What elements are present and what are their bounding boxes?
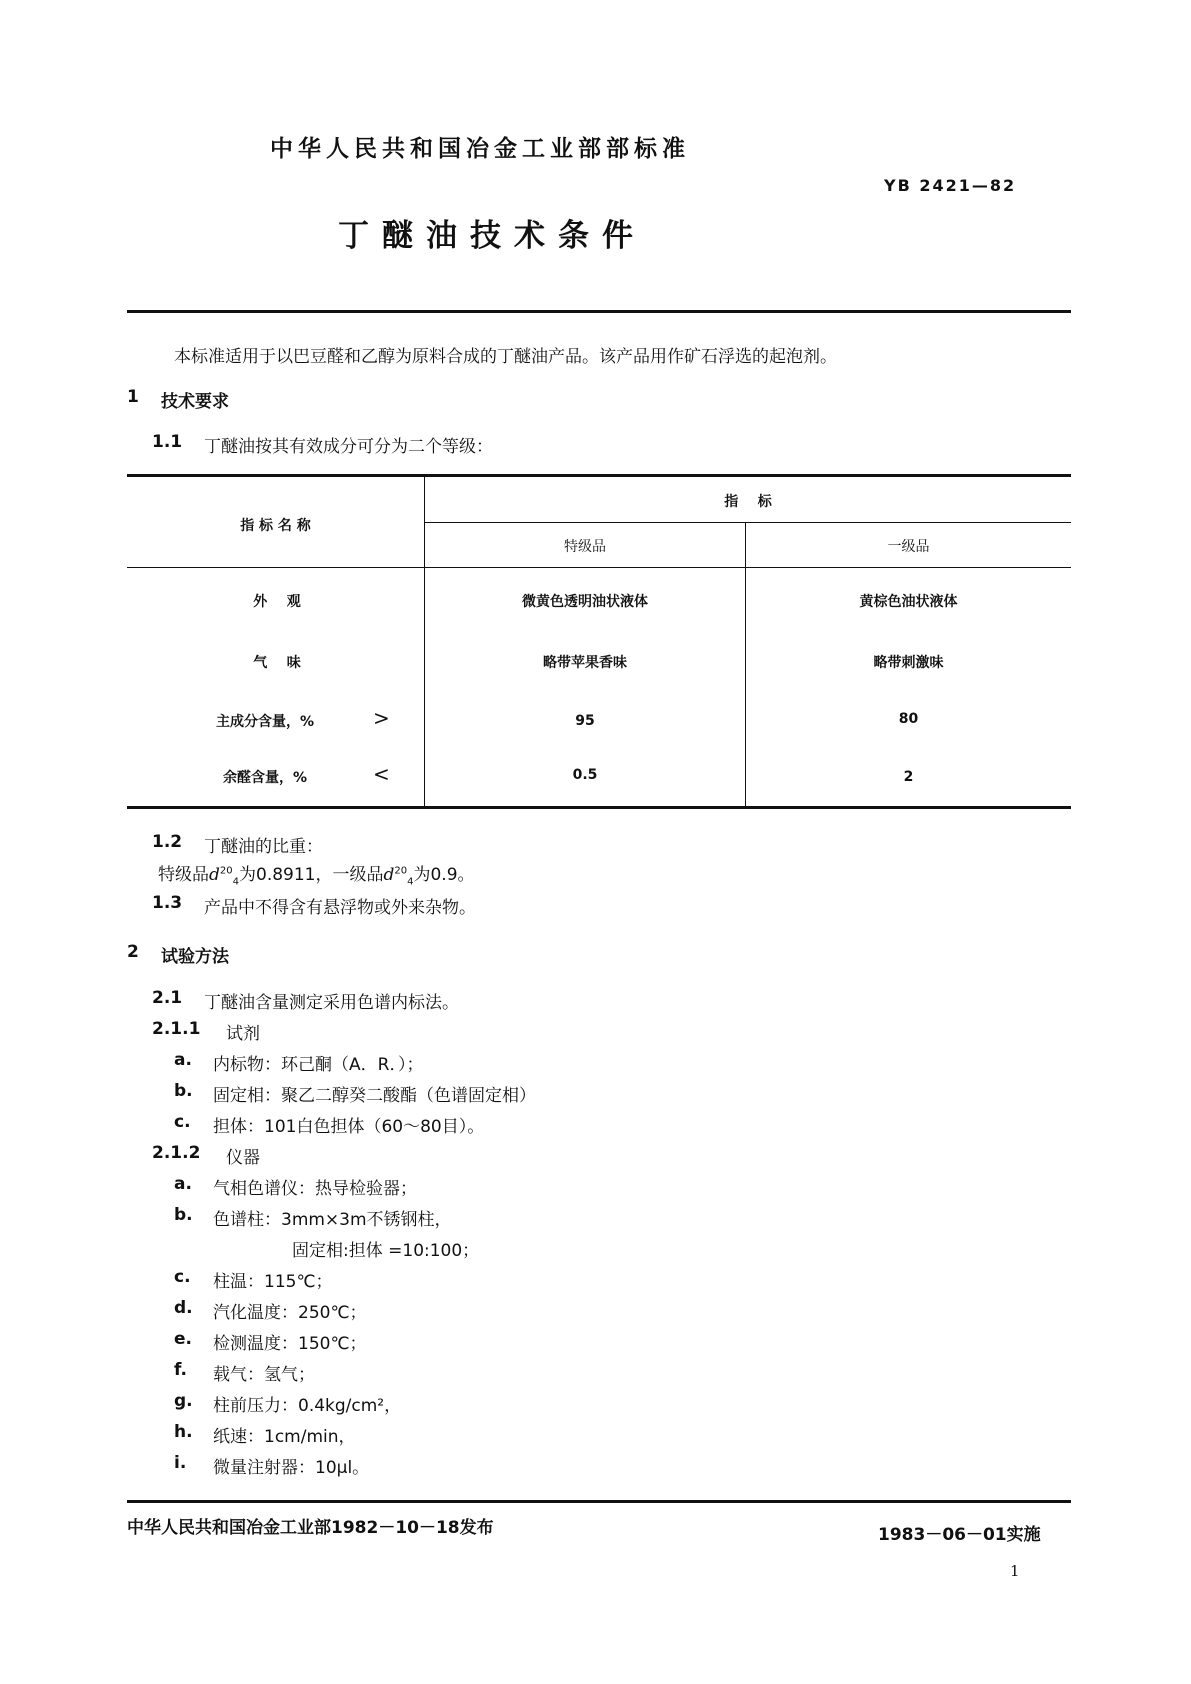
clause-2-1-text: 丁醚油含量测定采用色谱内标法。: [204, 993, 459, 1013]
table-vline-1: [424, 474, 425, 809]
section-1-title: 技术要求: [161, 392, 229, 412]
instrument-b-letter: b.: [174, 1205, 193, 1225]
instrument-d-text: 汽化温度：250℃；: [213, 1303, 367, 1323]
specific-gravity-special-value: 为0.8911，一级品: [239, 865, 384, 885]
standard-code: YB 2421—82: [884, 176, 1017, 195]
instrument-e-letter: e.: [174, 1329, 192, 1349]
reagent-a-letter: a.: [174, 1050, 192, 1070]
instrument-b-text: 色谱柱：3mm×3m不锈钢柱，: [213, 1210, 452, 1230]
clause-2-1-number: 2.1: [152, 988, 183, 1008]
col-header-name: 指 标 名 称: [240, 518, 311, 534]
clause-1-3-text: 产品中不得含有悬浮物或外来杂物。: [204, 898, 476, 918]
row-name-main-content: 主成分含量，%: [215, 714, 315, 730]
issued-date: 中华人民共和国冶金工业部1982－10－18发布: [127, 1518, 494, 1538]
clause-2-1-1-number: 2.1.1: [152, 1019, 201, 1039]
density-symbol-2: d: [383, 865, 395, 885]
row-name-residual-aldehyde: 余醛含量，%: [222, 770, 308, 786]
reagent-b-text: 固定相：聚乙二醇癸二酸酯（色谱固定相）: [213, 1086, 536, 1106]
issuing-organization: 中华人民共和国冶金工业部部标准: [270, 136, 690, 162]
row-residual-aldehyde-operator: <: [373, 762, 390, 786]
row-main-content-first: 80: [898, 711, 919, 727]
instrument-a-text: 气相色谱仪：热导检验器；: [213, 1179, 417, 1199]
density-temp-2: 20: [394, 865, 408, 877]
table-bottom-rule: [127, 806, 1071, 809]
footer-divider: [127, 1500, 1071, 1503]
effective-date: 1983－06－01实施: [878, 1525, 1041, 1545]
table-top-rule: [127, 474, 1071, 477]
clause-1-1-number: 1.1: [152, 432, 183, 452]
density-symbol: d: [209, 865, 220, 885]
clause-1-3-number: 1.3: [152, 893, 183, 913]
instrument-b-continuation: 固定相:担体 =10:100；: [292, 1241, 480, 1261]
row-name-odor: 气 味: [253, 655, 301, 671]
row-appearance-first: 黄棕色油状液体: [859, 594, 958, 610]
instrument-g-letter: g.: [174, 1391, 193, 1411]
instrument-i-letter: i.: [174, 1453, 187, 1473]
clause-1-2-text: 丁醚油的比重：: [204, 837, 323, 857]
clause-1-2-number: 1.2: [152, 832, 183, 852]
col-header-special-grade: 特级品: [564, 539, 606, 555]
col-header-index: 指 标: [724, 494, 772, 510]
grade-table: [127, 474, 1071, 810]
specific-gravity-first-value: 为0.9。: [413, 865, 475, 885]
instrument-h-text: 纸速：1cm/min，: [213, 1427, 356, 1447]
row-residual-aldehyde-first: 2: [903, 769, 914, 785]
section-2-title: 试验方法: [161, 947, 229, 967]
density-temp: 20: [219, 865, 233, 877]
instrument-a-letter: a.: [174, 1174, 192, 1194]
reagent-a-text: 内标物：环己酮（A．R．）；: [213, 1055, 424, 1075]
instrument-i-text: 微量注射器：10μl。: [213, 1458, 370, 1478]
col-header-first-grade: 一级品: [887, 539, 930, 555]
instrument-c-letter: c.: [174, 1267, 191, 1287]
row-main-content-operator: >: [373, 706, 390, 730]
row-main-content-special: 95: [575, 713, 595, 729]
clause-1-1-text: 丁醚油按其有效成分可分为二个等级：: [204, 437, 493, 457]
row-name-appearance: 外 观: [253, 594, 301, 610]
clause-2-1-2-number: 2.1.2: [152, 1143, 201, 1163]
reagent-c-letter: c.: [174, 1112, 191, 1132]
section-1-number: 1: [127, 387, 139, 407]
table-index-rule: [425, 522, 1071, 523]
row-residual-aldehyde-special: 0.5: [572, 767, 598, 783]
row-odor-first: 略带刺激味: [873, 655, 944, 671]
reagent-b-letter: b.: [174, 1081, 193, 1101]
instrument-g-text: 柱前压力：0.4kg/cm²，: [213, 1396, 402, 1416]
section-2-number: 2: [127, 942, 139, 962]
instrument-h-letter: h.: [174, 1422, 193, 1442]
specific-gravity-line: [158, 860, 475, 887]
page-number: 1: [1010, 1562, 1020, 1580]
row-appearance-special: 微黄色透明油状液体: [522, 594, 648, 610]
instrument-f-text: 载气：氢气；: [213, 1365, 315, 1385]
reagent-c-text: 担体：101白色担体（60～80目）。: [213, 1117, 485, 1137]
document-title: 丁醚油技术条件: [338, 218, 646, 254]
density-ref-2: 4: [407, 876, 414, 888]
row-odor-special: 略带苹果香味: [543, 655, 627, 671]
instrument-e-text: 检测温度：150℃；: [213, 1334, 367, 1354]
clause-2-1-2-title: 仪器: [226, 1148, 260, 1168]
header-divider: [127, 310, 1071, 313]
table-header-rule: [127, 567, 1071, 568]
density-ref: 4: [232, 876, 239, 888]
intro-paragraph: 本标准适用于以巴豆醛和乙醇为原料合成的丁醚油产品。该产品用作矿石浮选的起泡剂。: [174, 347, 837, 367]
clause-2-1-1-title: 试剂: [226, 1024, 260, 1044]
specific-gravity-special-label: 特级品: [158, 865, 209, 885]
instrument-f-letter: f.: [174, 1360, 187, 1380]
instrument-d-letter: d.: [174, 1298, 193, 1318]
instrument-c-text: 柱温：115℃；: [213, 1272, 333, 1292]
